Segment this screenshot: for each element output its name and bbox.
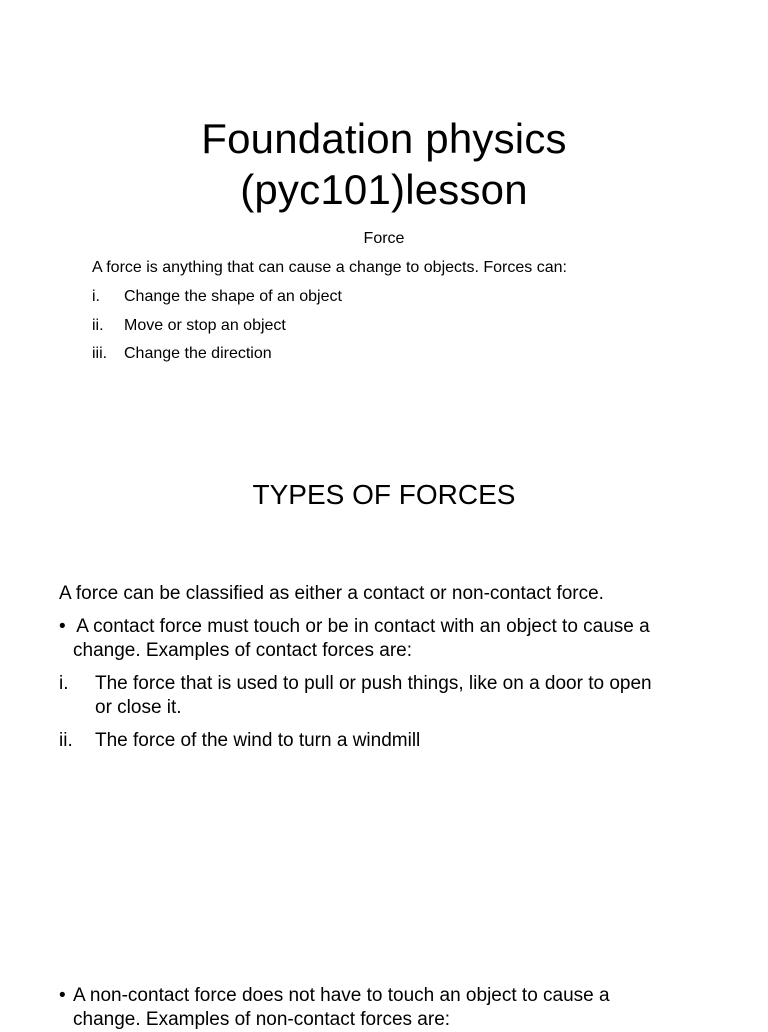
- section-heading: TYPES OF FORCES: [252, 479, 516, 510]
- contact-force-line2: change. Examples of contact forces are:: [73, 640, 413, 661]
- slide-subtitle: Force: [363, 230, 405, 247]
- list-item-marker: i.: [59, 673, 69, 694]
- list-item-text: The force of the wind to turn a windmill: [95, 730, 421, 751]
- list-item-text: Change the direction: [124, 345, 272, 362]
- list-item-text: Change the shape of an object: [124, 288, 342, 305]
- slide-title-line2: (pyc101)lesson: [240, 166, 528, 213]
- list-item-text-continuation: or close it.: [95, 697, 182, 718]
- intro-text: A force is anything that can cause a change to objects. Forces can:: [92, 259, 567, 276]
- contact-force-line1: A contact force must touch or be in contact with an object to cause a: [72, 616, 650, 637]
- non-contact-force-line1: A non-contact force does not have to touch an object to cause a: [73, 985, 610, 1006]
- list-item-text: Move or stop an object: [124, 317, 286, 334]
- slide-title-line1: Foundation physics: [201, 115, 567, 162]
- list-item-marker: i.: [92, 288, 100, 305]
- non-contact-force-line2: change. Examples of non-contact forces are:: [73, 1009, 451, 1030]
- list-item-marker: ii.: [59, 730, 73, 751]
- bullet-icon: •: [59, 985, 66, 1006]
- list-item-marker: ii.: [92, 317, 104, 334]
- list-item-marker: iii.: [92, 345, 108, 362]
- bullet-icon: •: [59, 616, 66, 637]
- list-item-text: The force that is used to pull or push things, like on a door to open: [95, 673, 652, 694]
- classification-text: A force can be classified as either a contact or non-contact force.: [59, 583, 604, 604]
